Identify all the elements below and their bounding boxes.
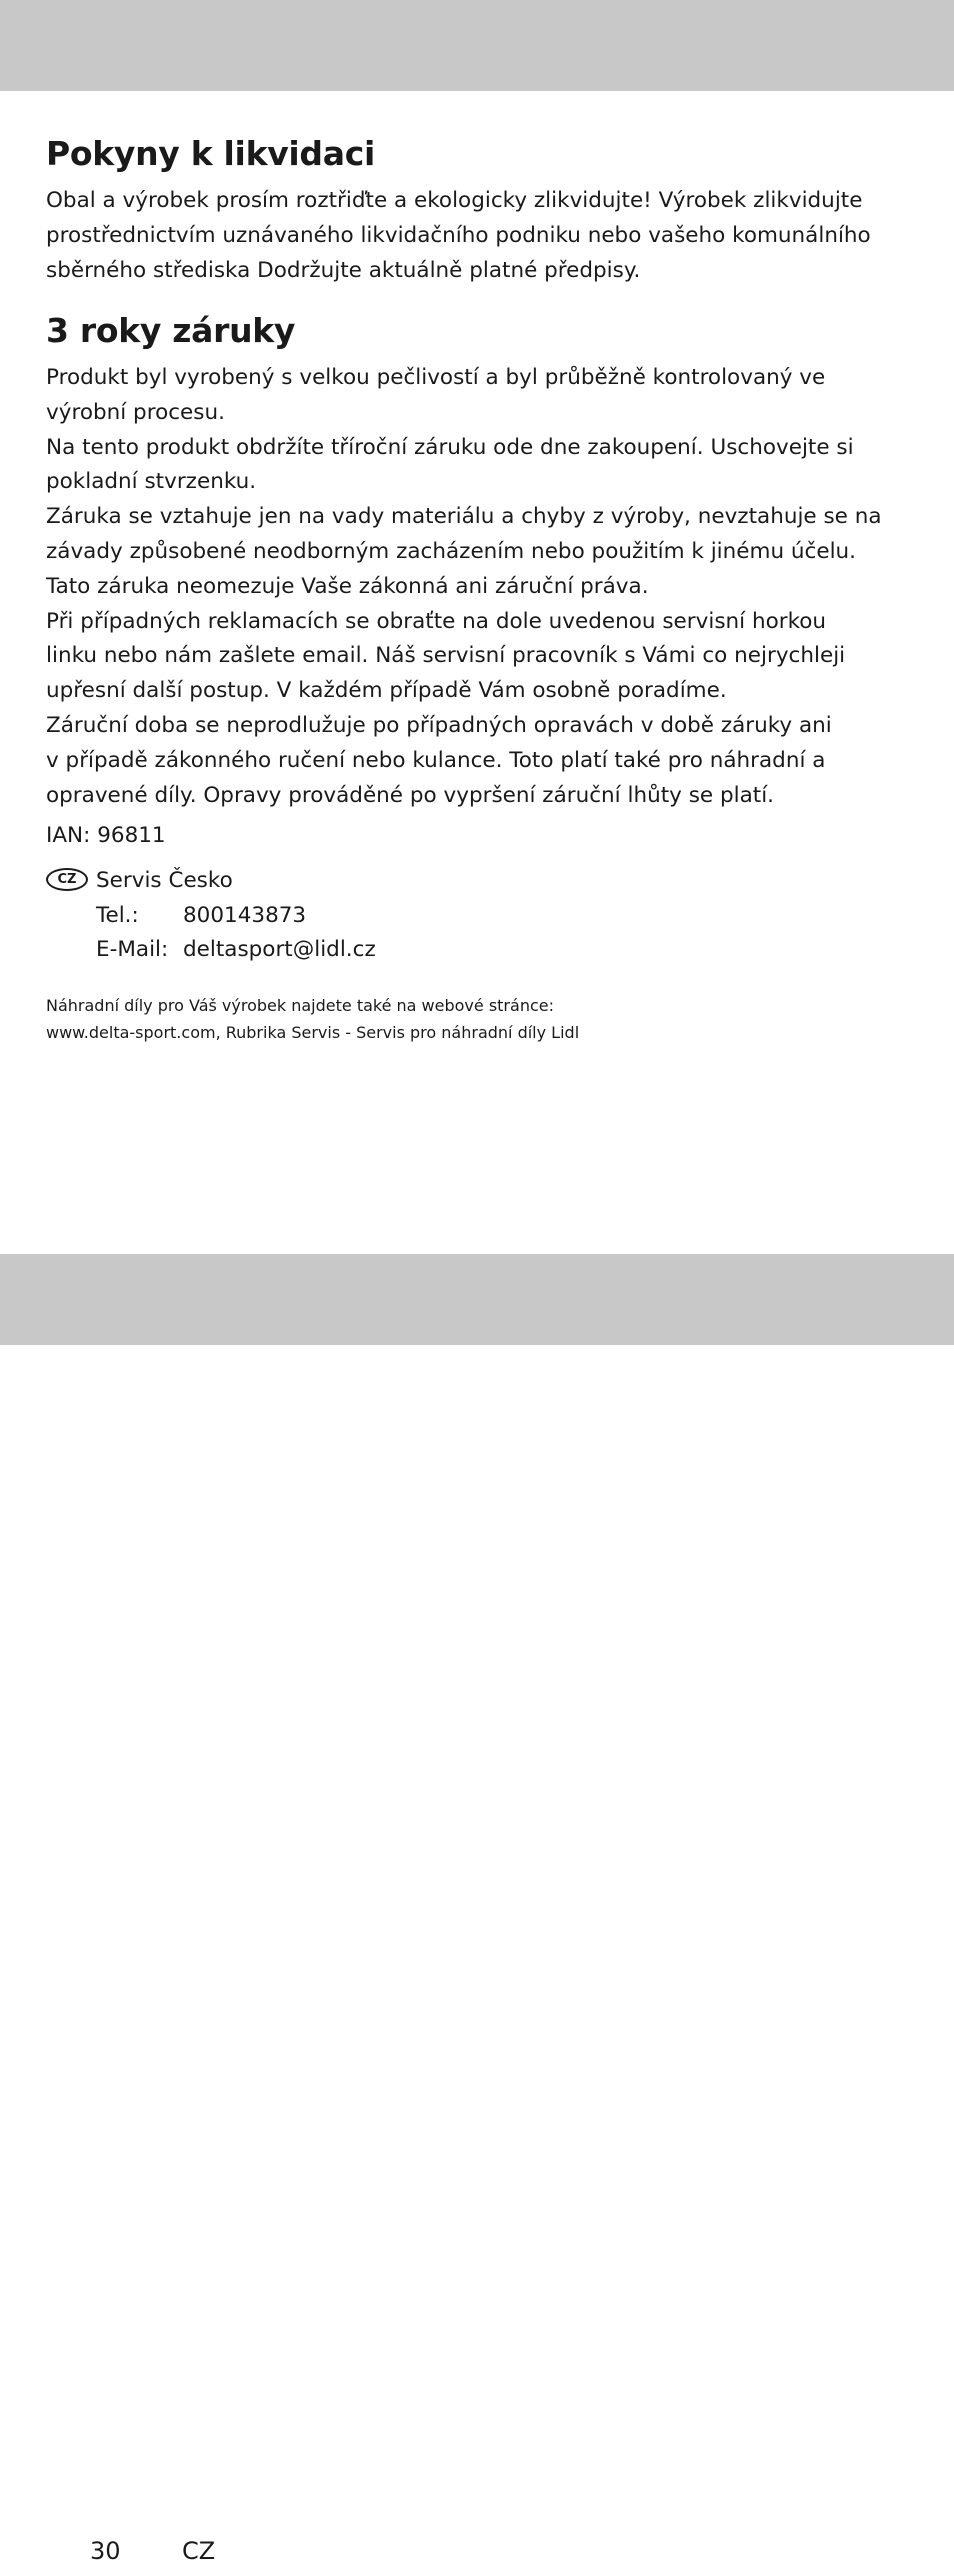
disposal-heading: Pokyny k likvidaci (46, 134, 375, 173)
text-line: upřesní další postup. V každém případě Vám osobně poradíme. (46, 678, 727, 704)
country-badge-icon: CZ (46, 868, 88, 891)
header-bar (0, 0, 954, 91)
email-label: E-Mail: (96, 937, 169, 962)
text-line: Záruka se vztahuje jen na vady materiálu a chyby z výroby, nevztahuje se na (46, 504, 882, 530)
page-number: 30 (90, 2537, 121, 2565)
note-line: www.delta-sport.com, Rubrika Servis - Servis pro náhradní díly Lidl (46, 1023, 580, 1042)
text-line: závady způsobené neodborným zacházením nebo použitím k jinému účelu. (46, 538, 857, 564)
text-line: prostřednictvím uznávaného likvidačního podniku nebo vašeho komunálního (46, 222, 871, 248)
text-line: opravené díly. Opravy prováděné po vypršení záruční lhůty se platí. (46, 782, 774, 808)
text-line: Při případných reklamacích se obraťte na dole uvedenou servisní horkou (46, 608, 827, 634)
warranty-heading: 3 roky záruky (46, 311, 296, 350)
service-name: Servis Česko (96, 868, 233, 893)
text-line: výrobní procesu. (46, 399, 225, 425)
text-line: Záruční doba se neprodlužuje po případných opravách v době záruky ani (46, 712, 832, 738)
text-line: Obal a výrobek prosím roztřiďte a ekologicky zlikvidujte! Výrobek zlikvidujte (46, 188, 863, 213)
text-line: v případě zákonného ručení nebo kulance. Toto platí také pro náhradní a (46, 747, 826, 773)
note-line: Náhradní díly pro Váš výrobek najdete také na webové stránce: (46, 996, 554, 1015)
email-value: deltasport@lidl.cz (183, 937, 376, 962)
ian-number: IAN: 96811 (46, 823, 166, 848)
text-line: Tato záruka neomezuje Vaše zákonná ani záruční práva. (46, 573, 649, 599)
text-line: Na tento produkt obdržíte tříroční záruku ode dne zakoupení. Uschovejte si (46, 434, 854, 460)
tel-value: 800143873 (183, 903, 307, 928)
disposal-paragraph (46, 184, 916, 288)
text-line: sběrného střediska Dodržujte aktuálně platné předpisy. (46, 257, 641, 283)
page-language: CZ (182, 2537, 216, 2565)
text-line: linku nebo nám zašlete email. Náš servisní pracovník s Vámi co nejrychleji (46, 643, 846, 669)
spare-parts-note (46, 992, 579, 1046)
text-line: pokladní stvrzenku. (46, 469, 257, 495)
warranty-paragraph (46, 361, 916, 813)
tel-label: Tel.: (96, 903, 139, 928)
footer-bar (0, 1254, 954, 2565)
text-line: Produkt byl vyrobený s velkou pečlivostí a byl průběžně kontrolovaný ve (46, 365, 826, 390)
